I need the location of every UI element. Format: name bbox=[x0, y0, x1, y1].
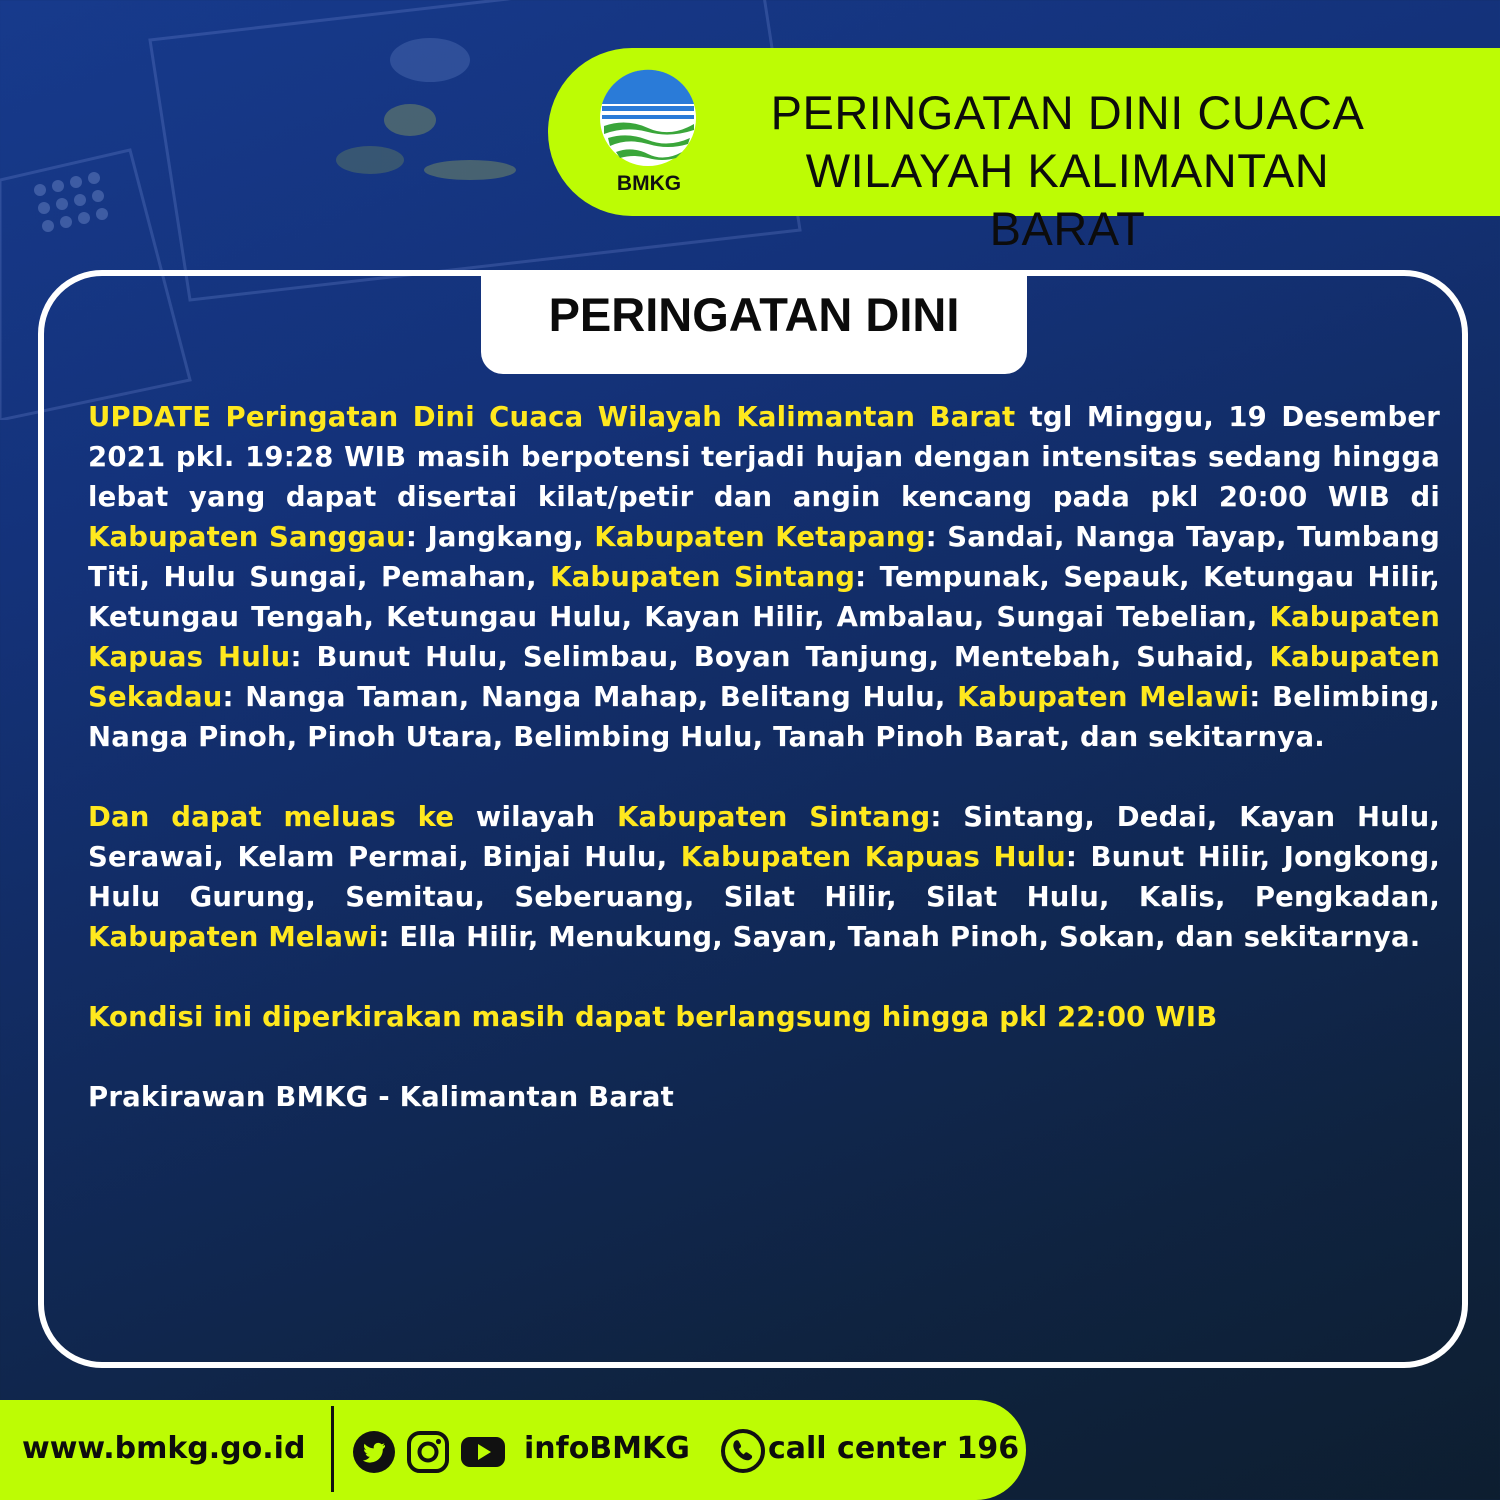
highlighted-text: Dan dapat meluas ke bbox=[88, 801, 455, 833]
svg-text:BMKG: BMKG bbox=[616, 172, 682, 195]
condition-text: Kondisi ini diperkirakan masih dapat berlangsung hingga pkl 22:00 WIB bbox=[88, 1001, 1218, 1033]
instagram-icon[interactable] bbox=[406, 1430, 450, 1474]
signature-text: Prakirawan BMKG - Kalimantan Barat bbox=[88, 1081, 674, 1113]
highlighted-text: Kabupaten Sintang bbox=[550, 561, 856, 593]
body-text: : Nanga Taman, Nanga Mahap, Belitang Hulu, bbox=[222, 681, 958, 713]
panel-title: PERINGATAN DINI bbox=[548, 288, 960, 341]
body-text: : Tempunak, Sepauk, Ketungau Hilir, Ketungau Tengah, Ketungau Hulu, Kayan Hilir, Ambalau, Sungai Tebelian, bbox=[88, 561, 1441, 633]
call-center[interactable]: call center 196 bbox=[768, 1431, 1020, 1466]
twitter-icon[interactable] bbox=[352, 1430, 396, 1474]
body-text: tgl Minggu, 19 Desember 2021 pkl. 19:28 WIB masih berpotensi terjadi hujan dengan intensitas sedang hingga lebat yang dapat disertai kilat/petir dan angin kencang pada pkl 20:00 WIB di bbox=[88, 401, 1441, 513]
warning-paragraph-2 bbox=[88, 797, 1440, 957]
highlighted-text: Kabupaten Kapuas Hulu bbox=[88, 601, 1440, 673]
highlighted-text: UPDATE Peringatan Dini Cuaca Wilayah Kalimantan Barat bbox=[88, 401, 1016, 433]
body-text: wilayah bbox=[454, 801, 617, 833]
website-link[interactable]: www.bmkg.go.id bbox=[22, 1431, 306, 1466]
highlighted-text: Kabupaten Kapuas Hulu bbox=[680, 841, 1066, 873]
highlighted-text: Kabupaten Melawi bbox=[88, 921, 379, 953]
header-title bbox=[730, 84, 1405, 258]
body-text: : Jangkang, bbox=[405, 521, 595, 553]
youtube-icon[interactable] bbox=[460, 1430, 506, 1474]
footer-divider bbox=[331, 1406, 334, 1492]
highlighted-text: Kabupaten Sanggau bbox=[88, 521, 406, 553]
highlighted-text: Kabupaten Ketapang bbox=[594, 521, 926, 553]
bmkg-logo bbox=[596, 68, 702, 196]
highlighted-text: Kabupaten Sekadau bbox=[88, 641, 1440, 713]
warning-content bbox=[88, 397, 1440, 1157]
header-title-line2: WILAYAH KALIMANTAN BARAT bbox=[805, 144, 1330, 255]
phone-icon bbox=[720, 1428, 766, 1474]
highlighted-text: Kabupaten Melawi bbox=[957, 681, 1250, 713]
body-text: : Belimbing, Nanga Pinoh, Pinoh Utara, Belimbing Hulu, Tanah Pinoh Barat, dan sekitarnya. bbox=[88, 681, 1440, 753]
body-text: : Bunut Hilir, Jongkong, Hulu Gurung, Semitau, Seberuang, Silat Hilir, Silat Hulu, Kalis, Pengkadan, bbox=[88, 841, 1441, 913]
social-handle[interactable]: infoBMKG bbox=[524, 1431, 690, 1466]
body-text: : Ella Hilir, Menukung, Sayan, Tanah Pinoh, Sokan, dan sekitarnya. bbox=[378, 921, 1421, 953]
highlighted-text: Kabupaten Sintang bbox=[617, 801, 931, 833]
body-text: : Sintang, Dedai, Kayan Hulu, Serawai, Kelam Permai, Binjai Hulu, bbox=[88, 801, 1440, 873]
warning-paragraph-1 bbox=[88, 397, 1440, 757]
header-title-line1: PERINGATAN DINI CUACA bbox=[770, 86, 1365, 139]
body-text: : Sandai, Nanga Tayap, Tumbang Titi, Hulu Sungai, Pemahan, bbox=[88, 521, 1440, 593]
body-text: : Bunut Hulu, Selimbau, Boyan Tanjung, Mentebah, Suhaid, bbox=[290, 641, 1270, 673]
